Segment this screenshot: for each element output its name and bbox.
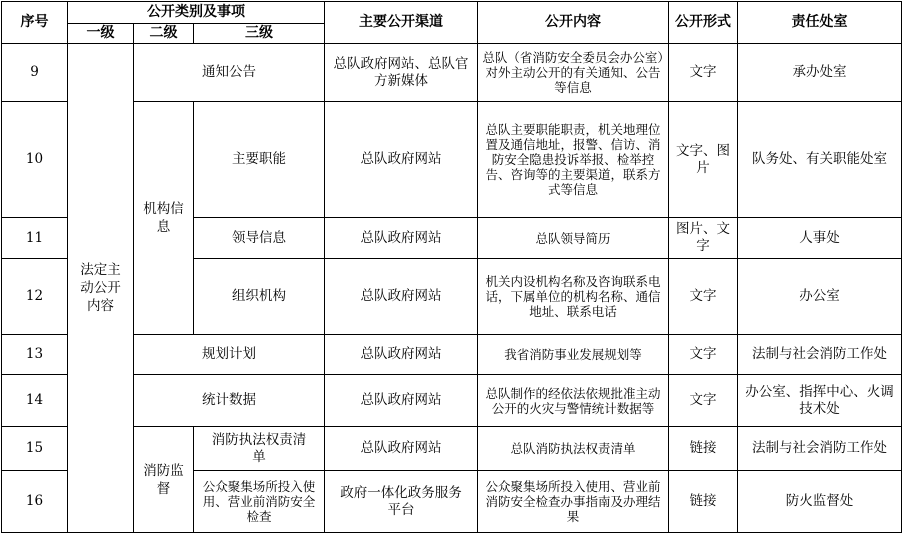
form-cell: 文字、图片 bbox=[669, 102, 738, 218]
channel-cell: 总队政府网站 bbox=[325, 259, 478, 335]
channel-cell: 总队政府网站 bbox=[325, 102, 478, 218]
table-row bbox=[2, 102, 902, 218]
office-cell: 防火监督处 bbox=[738, 471, 902, 533]
item-cell: 规划计划 bbox=[134, 335, 325, 375]
item-cell: 组织机构 bbox=[194, 259, 325, 335]
channel-cell: 总队政府网站 bbox=[325, 335, 478, 375]
form-cell: 链接 bbox=[669, 427, 738, 471]
form-cell: 文字 bbox=[669, 375, 738, 427]
channel-cell: 总队政府网站 bbox=[325, 427, 478, 471]
item-cell: 公众聚集场所投入使用、营业前消防安全检查 bbox=[194, 471, 325, 533]
content-cell: 公众聚集场所投入使用、营业前消防安全检查办事指南及办理结果 bbox=[478, 471, 669, 533]
row-number: 11 bbox=[2, 218, 68, 259]
item-cell: 领导信息 bbox=[194, 218, 325, 259]
header-channel: 主要公开渠道 bbox=[325, 2, 478, 44]
office-cell: 法制与社会消防工作处 bbox=[738, 427, 902, 471]
content-cell: 我省消防事业发展规划等 bbox=[478, 335, 669, 375]
office-cell: 办公室、指挥中心、火调技术处 bbox=[738, 375, 902, 427]
row-number: 13 bbox=[2, 335, 68, 375]
channel-cell: 总队政府网站 bbox=[325, 375, 478, 427]
channel-cell: 总队政府网站、总队官方新媒体 bbox=[325, 44, 478, 102]
table-row bbox=[2, 44, 902, 102]
level2-supervision-cell: 消防监督 bbox=[134, 427, 194, 533]
channel-cell: 总队政府网站 bbox=[325, 218, 478, 259]
disclosure-table bbox=[1, 1, 902, 533]
content-cell: 总队消防执法权责清单 bbox=[478, 427, 669, 471]
header-content: 公开内容 bbox=[478, 2, 669, 44]
form-cell: 链接 bbox=[669, 471, 738, 533]
header-seq: 序号 bbox=[2, 2, 68, 44]
content-cell: 总队主要职能职责，机关地理位置及通信地址，报警、信访、消防安全隐患投诉举报、检举控告、咨询等的主要渠道，联系方式等信息 bbox=[478, 102, 669, 218]
content-cell: 总队制作的经依法依规批准主动公开的火灾与警情统计数据等 bbox=[478, 375, 669, 427]
form-cell: 文字 bbox=[669, 335, 738, 375]
table-row bbox=[2, 335, 902, 375]
office-cell: 承办处室 bbox=[738, 44, 902, 102]
item-cell: 统计数据 bbox=[134, 375, 325, 427]
content-cell: 机关内设机构名称及咨询联系电话，下属单位的机构名称、通信地址、联系电话 bbox=[478, 259, 669, 335]
form-cell: 文字 bbox=[669, 44, 738, 102]
header-form: 公开形式 bbox=[669, 2, 738, 44]
office-cell: 法制与社会消防工作处 bbox=[738, 335, 902, 375]
form-cell: 文字 bbox=[669, 259, 738, 335]
table-row bbox=[2, 427, 902, 471]
header-level2: 二级 bbox=[134, 24, 194, 44]
form-cell: 图片、文字 bbox=[669, 218, 738, 259]
office-cell: 办公室 bbox=[738, 259, 902, 335]
office-cell: 人事处 bbox=[738, 218, 902, 259]
item-cell: 通知公告 bbox=[134, 44, 325, 102]
header-level1: 一级 bbox=[68, 24, 134, 44]
table-row bbox=[2, 375, 902, 427]
item-cell: 主要职能 bbox=[194, 102, 325, 218]
office-cell: 队务处、有关职能处室 bbox=[738, 102, 902, 218]
header-row-1 bbox=[2, 2, 902, 24]
row-number: 14 bbox=[2, 375, 68, 427]
row-number: 15 bbox=[2, 427, 68, 471]
header-office: 责任处室 bbox=[738, 2, 902, 44]
row-number: 9 bbox=[2, 44, 68, 102]
content-cell: 总队（省消防安全委员会办公室）对外主动公开的有关通知、公告等信息 bbox=[478, 44, 669, 102]
row-number: 10 bbox=[2, 102, 68, 218]
level2-institution-cell: 机构信息 bbox=[134, 102, 194, 335]
item-cell: 消防执法权责清单 bbox=[194, 427, 325, 471]
header-level3: 三级 bbox=[194, 24, 325, 44]
channel-cell: 政府一体化政务服务平台 bbox=[325, 471, 478, 533]
row-number: 16 bbox=[2, 471, 68, 533]
row-number: 12 bbox=[2, 259, 68, 335]
content-cell: 总队领导简历 bbox=[478, 218, 669, 259]
level1-cell: 法定主动公开内容 bbox=[68, 44, 134, 533]
header-category: 公开类别及事项 bbox=[68, 2, 325, 24]
